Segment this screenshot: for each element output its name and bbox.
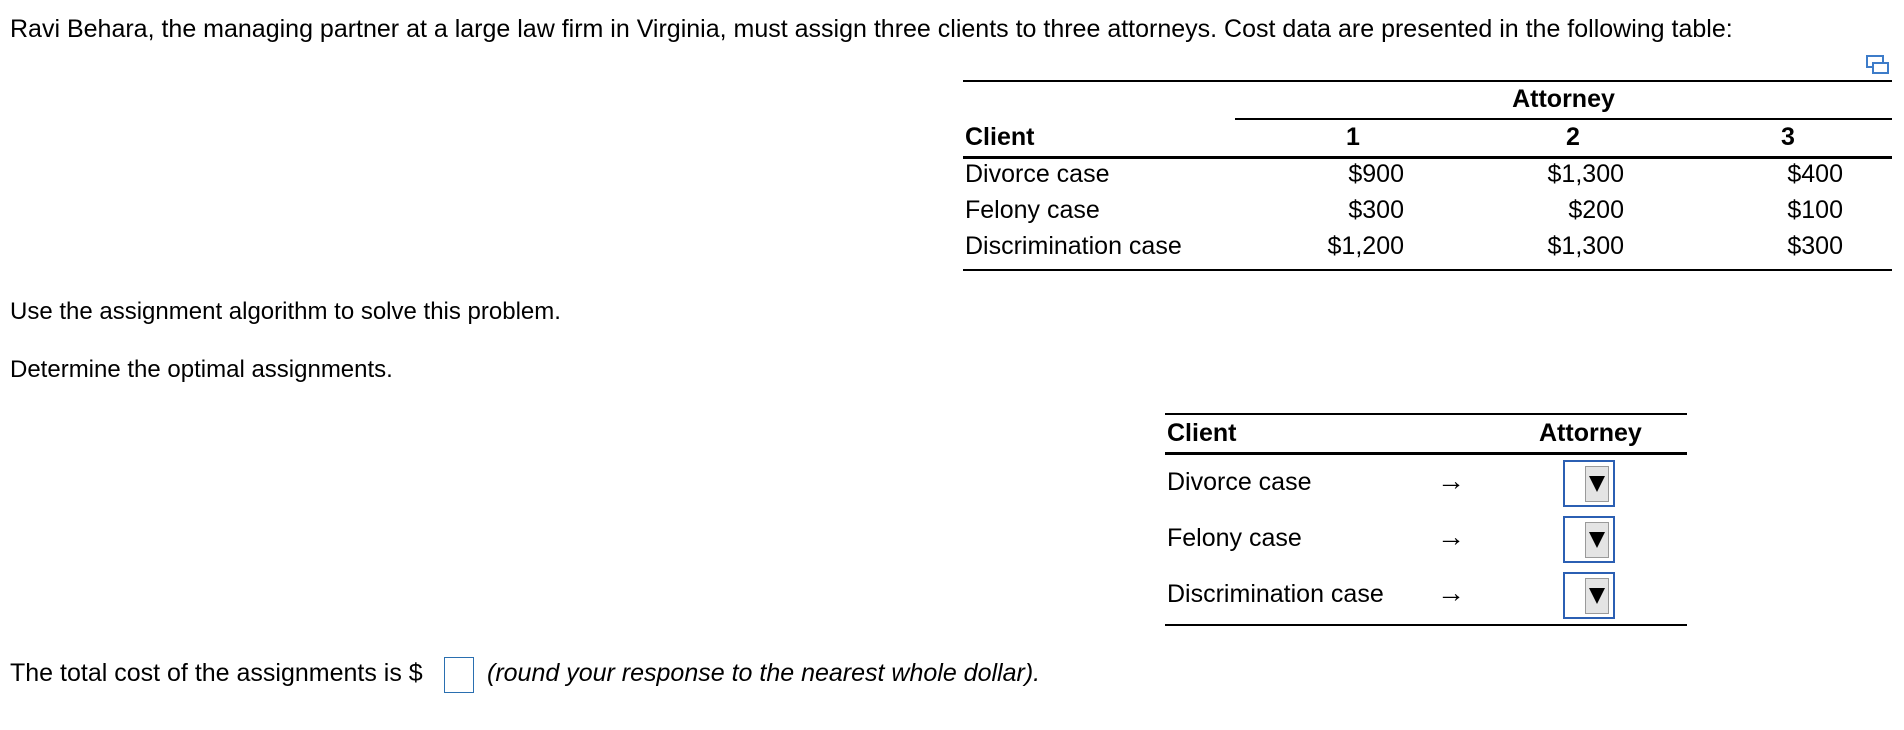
chevron-down-icon[interactable]: [1585, 522, 1609, 558]
assignment-client: Divorce case: [1167, 468, 1312, 496]
table-row-client: Felony case: [965, 196, 1100, 224]
attorney-3-header: 3: [1781, 123, 1795, 151]
instruction-text: Determine the optimal assignments.: [10, 356, 393, 383]
copy-icon[interactable]: [1866, 54, 1890, 76]
assign-bottom-rule: [1165, 624, 1687, 626]
cost-cell: $1,300: [1547, 160, 1624, 188]
assignment-client: Discrimination case: [1167, 580, 1384, 608]
attorney-column-header: Attorney: [1539, 419, 1642, 447]
total-cost-input[interactable]: [444, 657, 474, 693]
table-row-client: Discrimination case: [965, 232, 1182, 260]
cost-cell: $1,200: [1327, 232, 1404, 260]
cost-cell: $1,300: [1547, 232, 1624, 260]
chevron-down-icon[interactable]: [1585, 578, 1609, 614]
attorney-2-header: 2: [1566, 123, 1580, 151]
assign-header-rule: [1165, 452, 1687, 455]
cost-cell: $900: [1348, 160, 1404, 188]
cost-cell: $100: [1787, 196, 1843, 224]
arrow-icon: →: [1437, 521, 1465, 552]
assignment-client: Felony case: [1167, 524, 1302, 552]
table-row-client: Divorce case: [965, 160, 1110, 188]
intro-text: Ravi Behara, the managing partner at a large law firm in Virginia, must assign three clients to three attorneys. Cost data are presented in the following table:: [10, 15, 1733, 43]
arrow-icon: →: [1437, 465, 1465, 496]
attorney-select-divorce[interactable]: [1563, 460, 1615, 507]
table-bottom-rule: [963, 269, 1892, 271]
attorney-select-discrimination[interactable]: [1563, 572, 1615, 619]
arrow-icon: →: [1437, 577, 1465, 608]
instruction-text: Use the assignment algorithm to solve this problem.: [10, 298, 561, 325]
client-column-header: Client: [965, 123, 1035, 151]
attorney-1-header: 1: [1346, 123, 1360, 151]
cost-cell: $300: [1348, 196, 1404, 224]
cost-cell: $400: [1787, 160, 1843, 188]
assign-top-rule: [1165, 413, 1687, 415]
attorney-group-header: Attorney: [1512, 85, 1615, 113]
attorney-group-rule: [1235, 118, 1892, 120]
total-cost-hint: (round your response to the nearest whole dollar).: [487, 659, 1041, 687]
client-column-header: Client: [1167, 419, 1237, 447]
attorney-select-felony[interactable]: [1563, 516, 1615, 563]
total-cost-prefix: The total cost of the assignments is $: [10, 659, 423, 687]
cost-cell: $300: [1787, 232, 1843, 260]
cost-cell: $200: [1568, 196, 1624, 224]
table-top-rule: [963, 80, 1892, 82]
chevron-down-icon[interactable]: [1585, 466, 1609, 502]
